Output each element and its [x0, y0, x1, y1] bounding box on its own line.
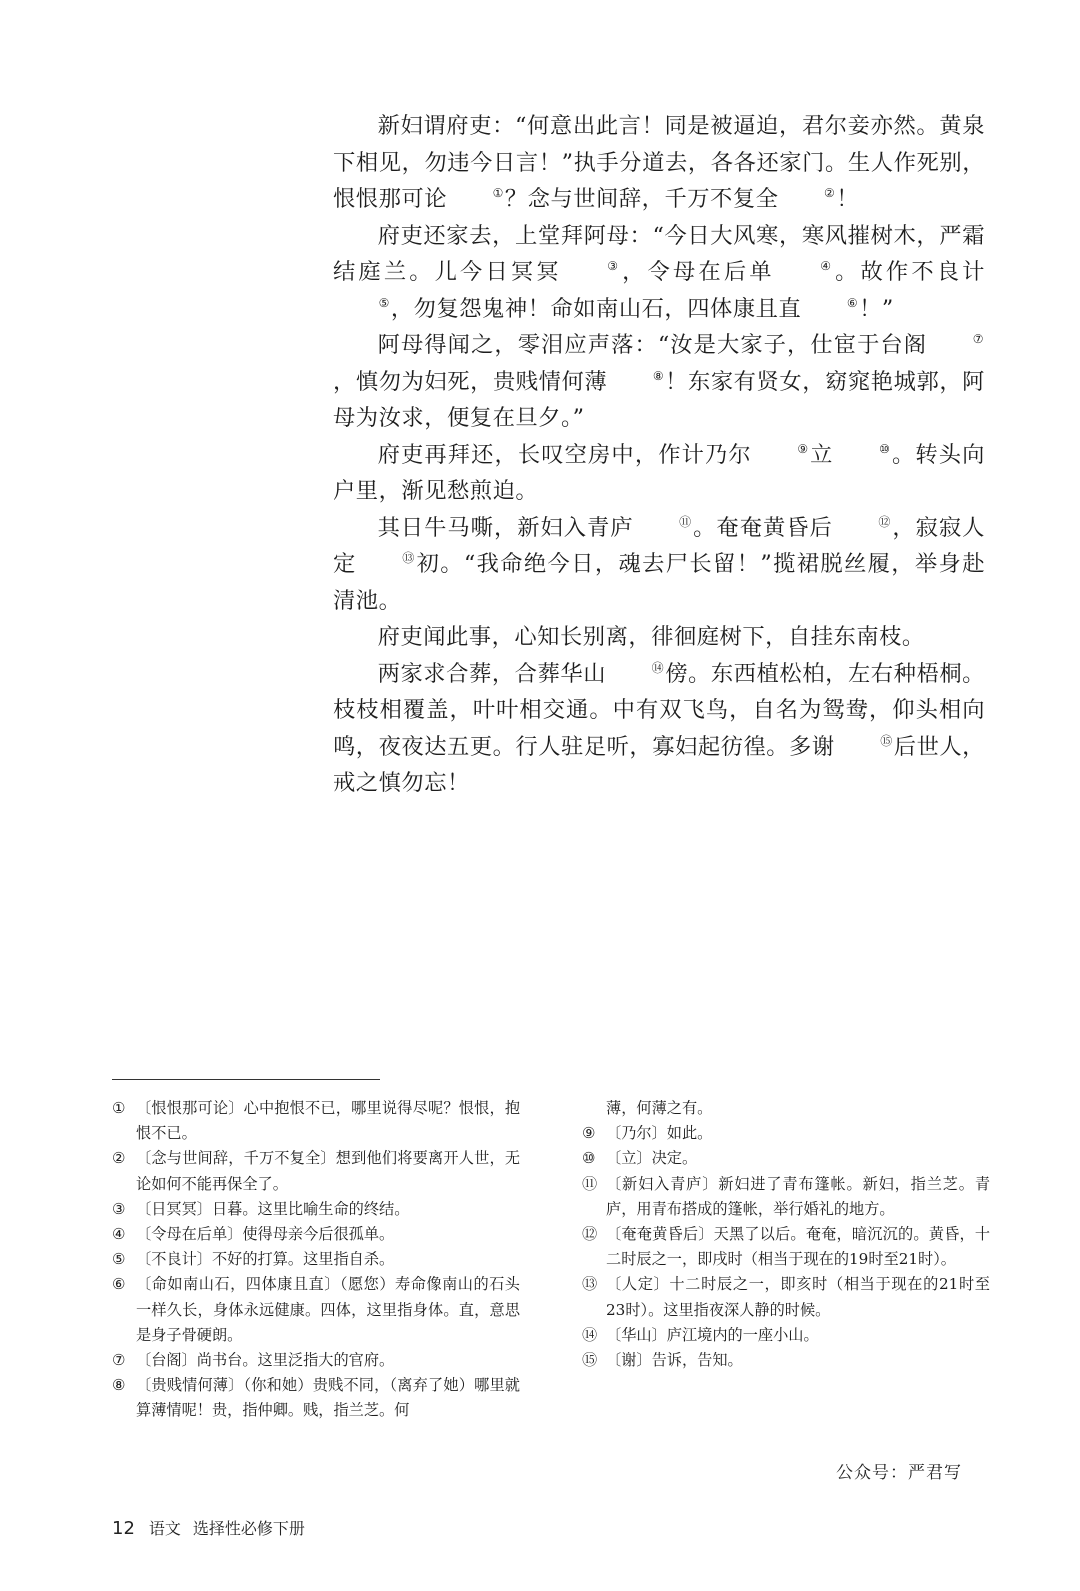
poem-body [333, 108, 985, 802]
footnote-item [582, 1348, 990, 1373]
footnote-marker: ⑨ [797, 441, 809, 456]
footnote-marker: ⑤ [378, 295, 390, 310]
footnote-text: 〔人定〕十二时辰之一，即亥时（相当于现在的21时至23时）。这里指夜深人静的时候。 [606, 1275, 990, 1319]
poem-text: ！” [859, 295, 894, 322]
footnote-marker: ⑥ [846, 295, 859, 310]
footnote-number: ③ [112, 1199, 126, 1218]
footnote-text: 〔贵贱情何薄〕（你和她）贵贱不同，（离弃了她）哪里就算薄情呢！贵，指仲卿。贱，指兰芝。何 [136, 1376, 520, 1420]
page-number: 12 [112, 1518, 135, 1539]
footnote-marker: ⑬ [402, 551, 415, 565]
footnote-text: 〔日冥冥〕日暮。这里比喻生命的终结。 [136, 1199, 410, 1218]
footnote-marker: ⑫ [878, 514, 891, 529]
footnote-marker: ⑦ [972, 332, 984, 346]
footnote-number: ② [112, 1149, 126, 1168]
footnote-continuation: 薄，何薄之有。 [606, 1099, 713, 1117]
poem-text: 阿母得闻之，零泪应声落：“汝是大家子，仕宦于台阁 [377, 332, 928, 358]
poem-paragraph [333, 108, 985, 218]
poem-text: 府吏还家去，上堂拜阿母：“今日大风寒，寒风摧树木，严霜结庭兰。儿今日冥冥 [333, 222, 985, 285]
footnote-item [582, 1272, 990, 1322]
footnote-text: 〔恨恨那可论〕心中抱恨不已，哪里说得尽呢？恨恨，抱恨不已。 [136, 1099, 520, 1143]
poem-text: 府吏闻此事，心知长别离，徘徊庭树下，自挂东南枝。 [377, 624, 925, 650]
footnote-number: ⑩ [582, 1149, 596, 1168]
poem-text: 两家求合葬，合葬华山 [377, 660, 607, 687]
poem-text: 立 [809, 441, 834, 468]
footnote-marker: ⑭ [651, 660, 665, 675]
poem-paragraph [333, 619, 985, 656]
footnote-marker: ⑧ [652, 368, 665, 383]
footnote-number: ⑬ [582, 1275, 598, 1294]
footnote-divider [112, 1079, 380, 1080]
footnote-marker: ⑮ [880, 733, 893, 748]
footnote-item [112, 1373, 520, 1423]
footnote-text: 〔不良计〕不好的打算。这里指自杀。 [136, 1250, 395, 1269]
footer-subject: 语文 [148, 1519, 181, 1538]
footnote-text: 〔台阁〕尚书台。这里泛指大的官府。 [136, 1351, 395, 1370]
footnote-marker: ④ [820, 259, 832, 273]
footnotes-left-column [112, 1096, 520, 1424]
poem-text: ？念与世间辞，千万不复全 [504, 186, 779, 212]
poem-paragraph [333, 437, 985, 510]
poem-text: 。奄奄黄昏后 [692, 514, 833, 541]
poem-paragraph [333, 218, 985, 328]
footnote-item [582, 1323, 990, 1348]
footnote-number: ⑭ [582, 1325, 598, 1344]
footnote-number: ⑦ [112, 1351, 126, 1370]
footnote-text: 〔谢〕告诉，告知。 [606, 1351, 743, 1370]
poem-text: ，慎勿为妇死，贵贱情何薄 [333, 368, 608, 395]
footnotes-right-column [582, 1096, 990, 1373]
poem-text: 。转头向户里，渐见愁煎迫。 [333, 441, 985, 504]
footnote-item [112, 1146, 520, 1196]
footnote-marker: ③ [607, 259, 619, 273]
poem-text: 新妇谓府吏：“何意出此言！同是被逼迫，君尔妾亦然。黄泉下相见，勿违今日言！”执手分道去，各各还家门。生人作死别，恨恨那可论 [333, 113, 985, 212]
footnote-number: ⑧ [112, 1376, 126, 1395]
footnote-item [582, 1146, 990, 1171]
poem-text: ，令母在后单 [619, 259, 775, 285]
footnote-item [582, 1172, 990, 1222]
poem-text: ，寂寂人定 [333, 514, 985, 577]
footer-book-title: 选择性必修下册 [192, 1519, 305, 1538]
footnote-text: 〔令母在后单〕使得母亲今后很孤单。 [136, 1225, 395, 1244]
footnote-text: 〔乃尔〕如此。 [606, 1124, 713, 1143]
footnote-text: 〔立〕决定。 [606, 1149, 698, 1168]
footnote-text: 〔新妇入青庐〕新妇进了青布篷帐。新妇，指兰芝。青庐，用青布搭成的篷帐，举行婚礼的地方。 [606, 1174, 990, 1218]
footnote-marker: ⑩ [879, 441, 891, 456]
page-footer [112, 1516, 305, 1539]
poem-text: 。故作不良计 [832, 259, 985, 285]
footnote-item [112, 1197, 520, 1222]
footnote-marker: ① [492, 186, 504, 200]
footnote-marker: ② [824, 186, 836, 200]
poem-paragraph [333, 656, 985, 802]
footnote-text: 〔华山〕庐江境内的一座小山。 [606, 1325, 819, 1344]
footnote-number: ⑥ [112, 1275, 126, 1294]
footnote-marker: ⑪ [679, 514, 692, 529]
footnote-number: ⑨ [582, 1124, 596, 1143]
footnote-number: ⑫ [582, 1225, 598, 1244]
footnote-item [112, 1096, 520, 1146]
footnote-text: 〔奄奄黄昏后〕天黑了以后。奄奄，暗沉沉的。黄昏，十二时辰之一，即戌时（相当于现在的19时至21时）。 [606, 1225, 990, 1269]
footnote-text: 〔念与世间辞，千万不复全〕想到他们将要离开人世，无论如何不能再保全了。 [136, 1149, 520, 1193]
footnote-text: 〔命如南山石，四体康且直〕（愿您）寿命像南山的石头一样久长，身体永远健康。四体，这里指身体。直，意思是身子骨硬朗。 [136, 1275, 520, 1344]
poem-text: ，勿复怨鬼神！命如南山石，四体康且直 [390, 295, 802, 322]
footnote-item [582, 1222, 990, 1272]
footnote-number: ⑮ [582, 1351, 598, 1370]
poem-text: 后世人，戒之慎勿忘！ [333, 733, 985, 796]
footnote-item [112, 1222, 520, 1247]
poem-text: ！东家有贤女，窈窕艳城郭，阿母为汝求，便复在旦夕。” [333, 368, 985, 431]
poem-paragraph [333, 327, 985, 437]
poem-text: 傍。东西植松柏，左右种梧桐。枝枝相覆盖，叶叶相交通。中有双飞鸟，自名为鸳鸯，仰头相向鸣，夜夜达五更。行人驻足听，寡妇起彷徨。多谢 [333, 660, 985, 760]
footnote-item [582, 1121, 990, 1146]
footnote-item [112, 1348, 520, 1373]
poem-text: 府吏再拜还，长叹空房中，作计乃尔 [377, 441, 752, 468]
footnote-number: ① [112, 1099, 126, 1117]
poem-text: 初。“我命绝今日，魂去尸长留！”揽裙脱丝履，举身赴清池。 [333, 551, 985, 614]
poem-text: ！ [836, 186, 860, 212]
poem-paragraph [333, 510, 985, 620]
poem-text: 其日牛马嘶，新妇入青庐 [377, 514, 634, 541]
footnote-number: ④ [112, 1225, 126, 1244]
footnote-item [112, 1272, 520, 1348]
footnote-number: ⑪ [582, 1174, 598, 1193]
watermark-text: 公众号：严君写 [836, 1463, 962, 1483]
footnote-item [112, 1247, 520, 1272]
footnote-number: ⑤ [112, 1250, 126, 1269]
